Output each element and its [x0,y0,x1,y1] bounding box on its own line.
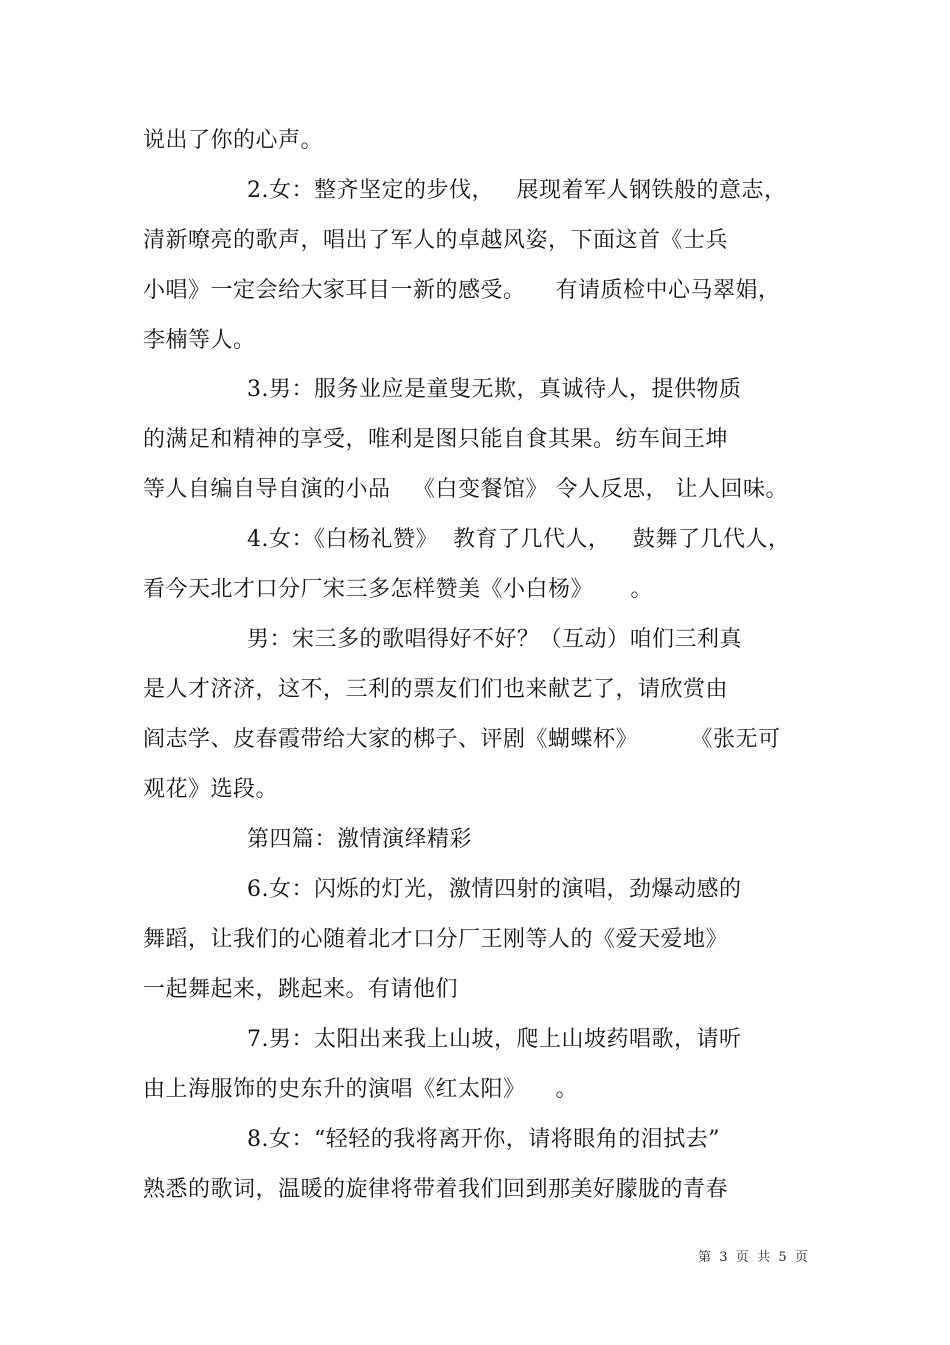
text-line: 熟悉的歌词，温暖的旋律将带着我们回到那美好朦胧的青春 [143,1177,729,1202]
text-line: 阎志学、皮春霞带给大家的梆子、评剧《蝴蝶杯》 《张无可 [143,727,781,752]
text-line: 一起舞起来，跳起来。有请他们 [143,977,459,1002]
section-heading: 第四篇：激情演绎精彩 [247,827,473,852]
text-line: 小唱》一定会给大家耳目一新的感受。 有请质检中心马翠娟， [143,278,781,303]
text-line: 2.女：整齐坚定的步伐， 展现着军人钢铁般的意志， [247,178,787,203]
text-line: 是人才济济，这不，三利的票友们们也来献艺了，请欣赏由 [143,677,729,702]
text-line: 舞蹈，让我们的心随着北才口分厂王刚等人的《爱天爱地》 [143,927,729,952]
text-line: 由上海服饰的史东升的演唱《红太阳》 。 [143,1077,578,1102]
page-number-footer: 第 3 页 共 5 页 [698,1250,808,1265]
text-line: 李楠等人。 [143,328,256,353]
text-line: 4.女：《白杨礼赞》 教育了几代人， 鼓舞了几代人， [247,527,791,552]
text-line: 看今天北才口分厂宋三多怎样赞美《小白杨》 。 [143,577,653,602]
text-line: 6.女：闪烁的灯光，激情四射的演唱，劲爆动感的 [247,877,742,902]
text-line: 观花》选段。 [143,777,279,802]
text-line: 等人自编自导自演的小品 《白变餐馆》 令人反思， 让人回味。 [143,477,788,502]
text-line: 说出了你的心声。 [143,128,324,153]
text-line: 8.女：“轻轻的我将离开你，请将眼角的泪拭去” [247,1127,720,1152]
text-line: 清新嘹亮的歌声，唱出了军人的卓越风姿，下面这首《士兵 [143,228,729,253]
text-line: 男：宋三多的歌唱得好不好？（互动）咱们三利真 [247,627,743,652]
text-line: 3.男：服务业应是童叟无欺，真诚待人，提供物质 [247,377,742,402]
text-line: 7.男：太阳出来我上山坡，爬上山坡药唱歌，请听 [247,1027,742,1052]
text-line: 的满足和精神的享受，唯利是图只能自食其果。纺车间王坤 [143,427,729,452]
